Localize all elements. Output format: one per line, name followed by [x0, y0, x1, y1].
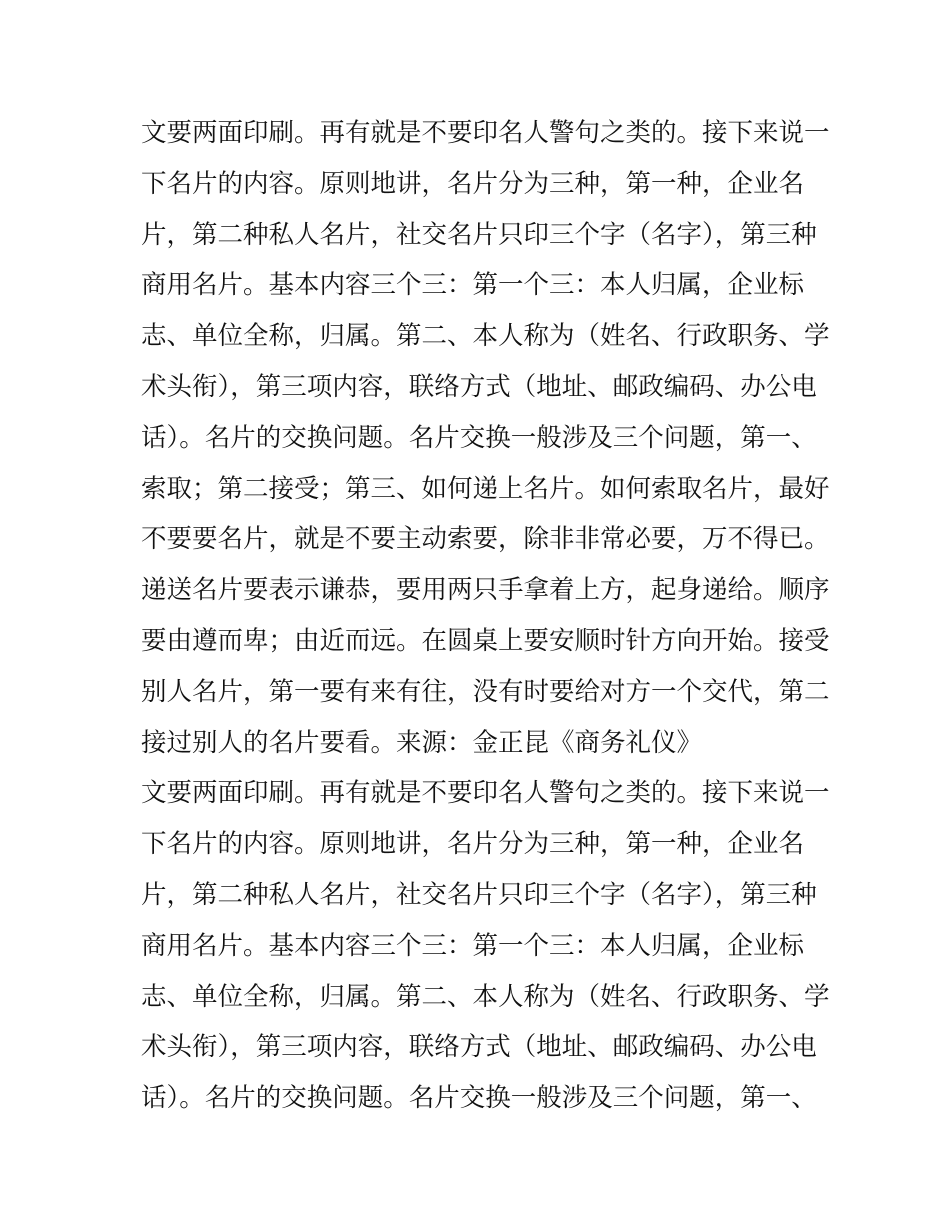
- text-line: 文要两面印刷。再有就是不要印名人警句之类的。接下来说一: [141, 118, 830, 148]
- text-line: 下名片的内容。原则地讲，名片分为三种，第一种，企业名: [141, 168, 805, 199]
- text-line: 接过别人的名片要看。来源：金正昆《商务礼仪》: [141, 727, 703, 758]
- text-line: 片，第二种私人名片，社交名片只印三个字（名字），第三种: [141, 879, 817, 910]
- text-line: 术头衔），第三项内容，联络方式（地址、邮政编码、办公电: [141, 1032, 817, 1063]
- text-line: 要由遵而卑；由近而远。在圆桌上要安顺时针方向开始。接受: [141, 625, 830, 656]
- text-line: 术头衔），第三项内容，联络方式（地址、邮政编码、办公电: [141, 371, 817, 402]
- text-line: 商用名片。基本内容三个三：第一个三：本人归属，企业标: [141, 270, 805, 301]
- text-line: 下名片的内容。原则地讲，名片分为三种，第一种，企业名: [141, 829, 805, 860]
- text-line: 递送名片要表示谦恭，要用两只手拿着上方，起身递给。顺序: [141, 575, 830, 606]
- text-line: 不要要名片，就是不要主动索要，除非非常必要，万不得已。: [141, 524, 830, 555]
- text-line: 志、单位全称，归属。第二、本人称为（姓名、行政职务、学: [141, 321, 830, 352]
- text-line: 话）。名片的交换问题。名片交换一般涉及三个问题，第一、: [141, 422, 817, 453]
- text-line: 话）。名片的交换问题。名片交换一般涉及三个问题，第一、: [141, 1083, 817, 1114]
- text-line: 别人名片，第一要有来有往，没有时要给对方一个交代，第二: [141, 676, 830, 707]
- text-line: 片，第二种私人名片，社交名片只印三个字（名字），第三种: [141, 219, 817, 250]
- text-line: 索取；第二接受；第三、如何递上名片。如何索取名片，最好: [141, 473, 830, 504]
- body-text: [141, 108, 830, 1124]
- text-line: 志、单位全称，归属。第二、本人称为（姓名、行政职务、学: [141, 981, 830, 1012]
- text-line: 文要两面印刷。再有就是不要印名人警句之类的。接下来说一: [141, 778, 830, 809]
- text-line: 商用名片。基本内容三个三：第一个三：本人归属，企业标: [141, 930, 805, 961]
